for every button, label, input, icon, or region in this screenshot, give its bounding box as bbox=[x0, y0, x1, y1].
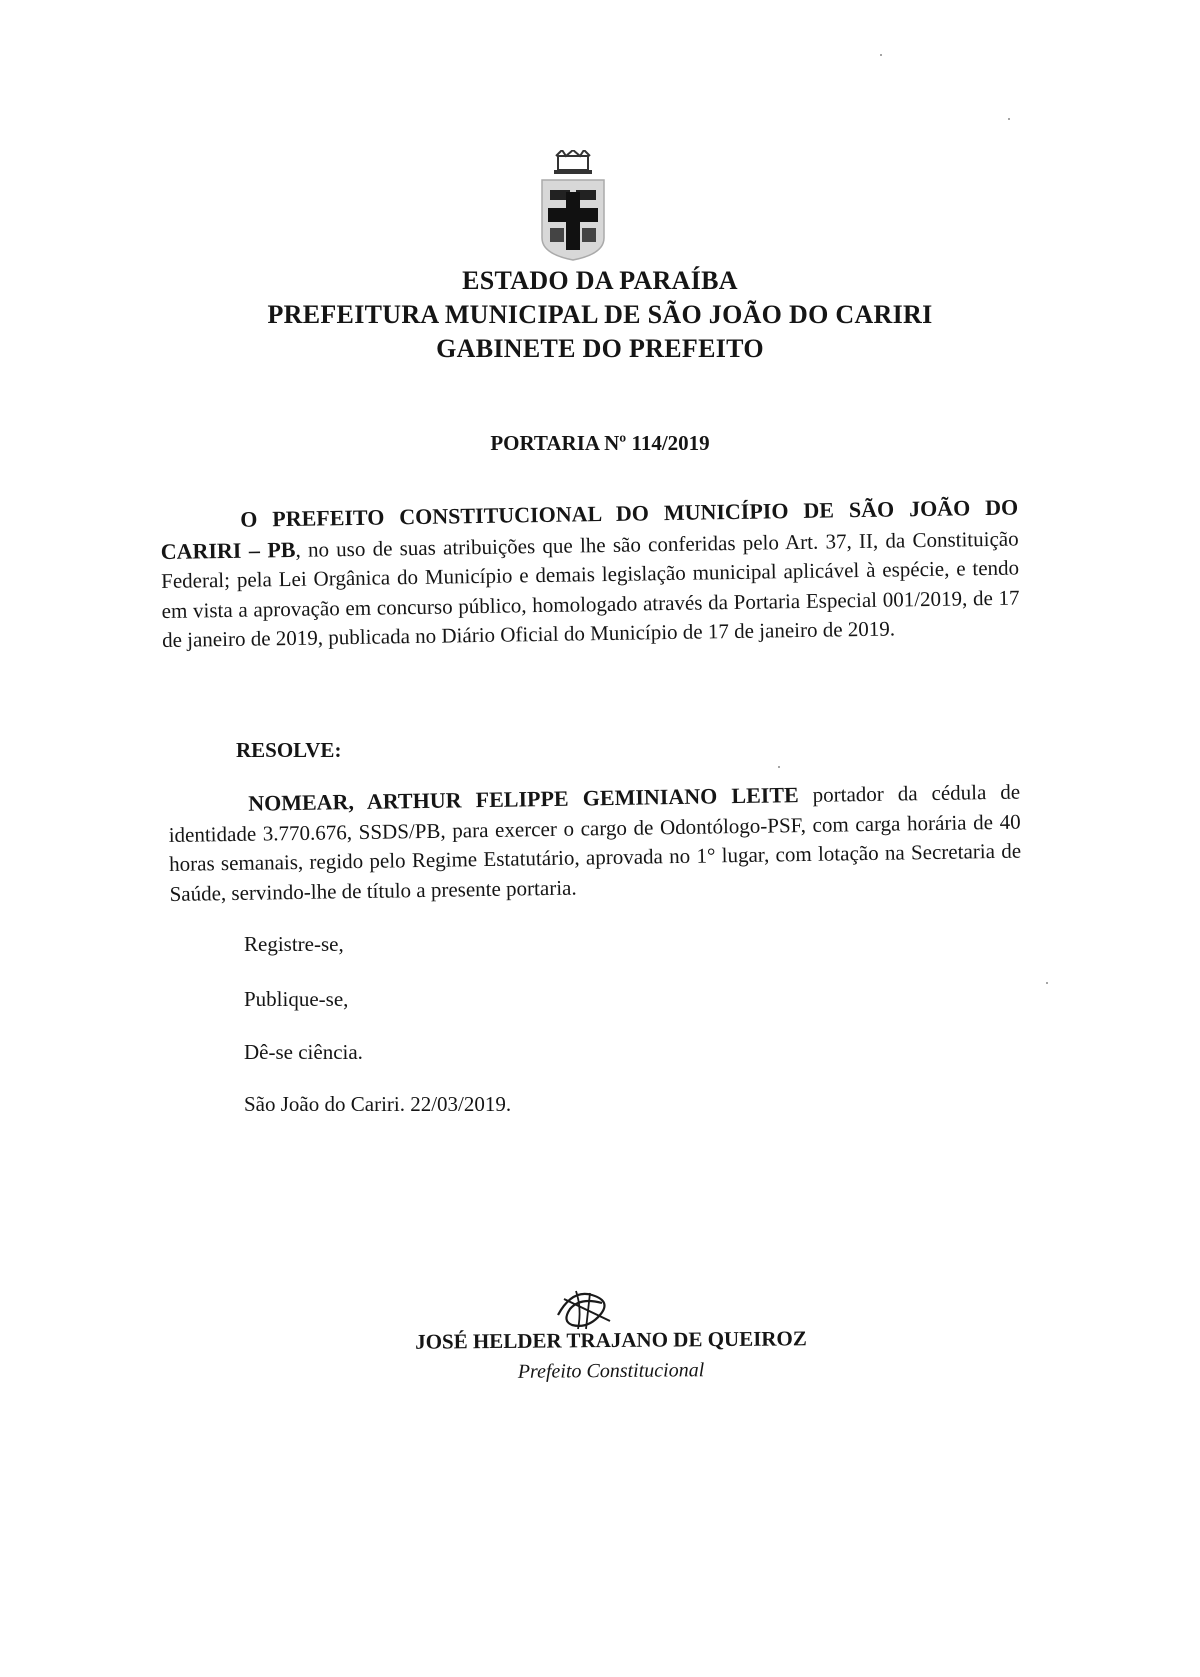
signer-title: Prefeito Constitucional bbox=[517, 1359, 705, 1383]
closing-register: Registre-se, bbox=[244, 932, 344, 956]
document-title: PORTARIA Nº 114/2019 bbox=[490, 431, 710, 455]
signer-name: JOSÉ HELDER TRAJANO DE QUEIROZ bbox=[415, 1326, 807, 1354]
closing-publish: Publique-se, bbox=[244, 987, 349, 1011]
place-date: São João do Cariri. 22/03/2019. bbox=[244, 1092, 512, 1116]
preamble-paragraph bbox=[160, 493, 1020, 656]
resolve-label: RESOLVE: bbox=[236, 738, 342, 762]
resolution-bold-intro: NOMEAR, ARTHUR FELIPPE GEMINIANO LEITE bbox=[248, 782, 799, 816]
preamble-bold-intro: O PREFEITO CONSTITUCIONAL DO MUNICÍPIO DE SÃO JOÃO DO CARIRI – PB bbox=[160, 494, 1019, 564]
header-municipality: PREFEITURA MUNICIPAL DE SÃO JOÃO DO CARIRI bbox=[267, 300, 933, 329]
scan-speck bbox=[1046, 982, 1048, 984]
resolution-paragraph bbox=[168, 777, 1022, 909]
coat-of-arms-icon bbox=[536, 150, 610, 262]
scan-speck bbox=[1008, 118, 1010, 120]
scan-speck bbox=[880, 54, 882, 56]
closing-notice: Dê-se ciência. bbox=[244, 1040, 363, 1064]
resolution-text: portador da cédula de identidade 3.770.676, SSDS/PB, para exercer o cargo de Odontólogo-PSF, com carga horária de 40 horas semanais, regido pelo Regime Estatutário, aprovada no 1° lugar, com lotação na Secretaria de Saúde, servindo-lhe de título a presente portaria. bbox=[168, 779, 1022, 906]
scan-speck bbox=[778, 766, 780, 768]
preamble-text: , no uso de suas atribuições que lhe são conferidas pelo Art. 37, II, da Constituição Federal; pela Lei Orgânica do Município e demais legislação municipal aplicável à espécie, e tendo em vista a aprovação em concurso público, homologado através da Portaria Especial 001/2019, de 17 de janeiro de 2019, publicada no Diário Oficial do Município de 17 de janeiro de 2019. bbox=[160, 526, 1020, 652]
header-office: GABINETE DO PREFEITO bbox=[436, 334, 764, 363]
header-state: ESTADO DA PARAÍBA bbox=[462, 266, 738, 295]
